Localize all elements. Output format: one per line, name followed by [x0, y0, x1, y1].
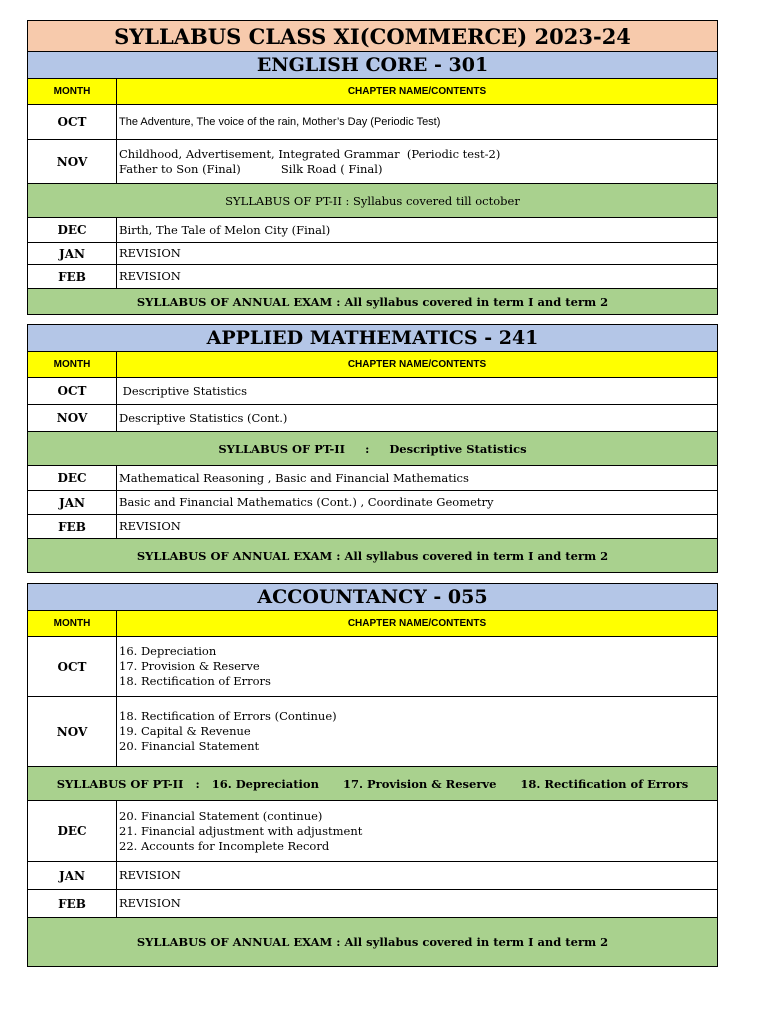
content-line: Father to Son (Final) Silk Road ( Final)	[119, 161, 383, 176]
month-cell: OCT	[28, 105, 117, 139]
content-line: 22. Accounts for Incomplete Record	[119, 838, 330, 853]
table-row	[28, 404, 717, 431]
maths-title-row	[28, 325, 717, 351]
pt2-row	[28, 183, 717, 217]
table-row	[28, 514, 717, 538]
content-cell: Mathematical Reasoning , Basic and Financial Mathematics	[119, 470, 469, 485]
pt2-row	[28, 766, 717, 800]
maths-title: APPLIED MATHEMATICS - 241	[28, 325, 717, 351]
english-title: ENGLISH CORE - 301	[28, 52, 717, 78]
table-row	[28, 139, 717, 183]
chapter-header: CHAPTER NAME/CONTENTS	[347, 618, 487, 629]
content-cell: Descriptive Statistics (Cont.)	[119, 410, 288, 425]
content-cell: Basic and Financial Mathematics (Cont.) , Coordinate Geometry	[119, 495, 494, 509]
chapter-header: CHAPTER NAME/CONTENTS	[347, 359, 487, 370]
content-line: 18. Rectification of Errors	[119, 674, 271, 688]
content-cell: REVISION	[119, 269, 181, 283]
content-cell	[117, 637, 717, 696]
content-cell	[117, 378, 717, 404]
month-cell: NOV	[28, 697, 117, 766]
accountancy-pt2-syllabus: SYLLABUS OF PT-II : 16. Depreciation 17. Provision & Reserve 18. Rectification of Errors	[28, 767, 717, 800]
chapter-header: CHAPTER NAME/CONTENTS	[347, 86, 487, 97]
accountancy-annual-syllabus: SYLLABUS OF ANNUAL EXAM : All syllabus covered in term I and term 2	[28, 918, 717, 966]
month-cell: JAN	[28, 491, 117, 514]
content-line: 20. Financial Statement (continue)	[119, 808, 323, 823]
month-cell: NOV	[28, 405, 117, 431]
table-row	[28, 377, 717, 404]
accountancy-title-row	[28, 584, 717, 610]
content-line: Childhood, Advertisement, Integrated Grammar (Periodic test-2)	[119, 146, 501, 161]
content-cell	[117, 801, 717, 861]
pt2-row	[28, 431, 717, 465]
month-cell: JAN	[28, 862, 117, 889]
month-cell: DEC	[28, 466, 117, 490]
maths-pt2-syllabus: SYLLABUS OF PT-II : Descriptive Statistics	[28, 432, 717, 465]
content-cell	[117, 105, 717, 139]
content-cell: REVISION	[119, 896, 181, 910]
maths-section	[27, 324, 718, 573]
month-cell: OCT	[28, 378, 117, 404]
english-header-row	[28, 78, 717, 104]
content-line: 21. Financial adjustment with adjustment	[119, 823, 363, 838]
table-row	[28, 861, 717, 889]
table-row	[28, 264, 717, 288]
month-cell: FEB	[28, 515, 117, 538]
main-title: SYLLABUS CLASS XI(COMMERCE) 2023-24	[28, 21, 717, 51]
main-title-row	[28, 21, 717, 51]
content-cell: REVISION	[119, 519, 181, 533]
content-cell: Birth, The Tale of Melon City (Final)	[119, 222, 331, 237]
content-cell: REVISION	[119, 868, 181, 882]
table-row	[28, 242, 717, 264]
english-pt2-syllabus: SYLLABUS OF PT-II : Syllabus covered till october	[28, 184, 717, 217]
month-header: MONTH	[28, 79, 117, 104]
table-row	[28, 490, 717, 514]
month-cell: NOV	[28, 140, 117, 183]
content-cell	[117, 697, 717, 766]
content-line: The Adventure, The voice of the rain, Mother’s Day (Periodic Test)	[119, 115, 441, 128]
content-cell: REVISION	[119, 246, 181, 260]
content-line: 20. Financial Statement	[119, 739, 260, 753]
content-cell	[117, 140, 717, 183]
month-header: MONTH	[28, 611, 117, 636]
content-line: 17. Provision & Reserve	[119, 659, 260, 673]
accountancy-header-row	[28, 610, 717, 636]
annual-row	[28, 538, 717, 572]
content-line: 16. Depreciation	[119, 644, 217, 658]
content-line: 18. Rectification of Errors (Continue)	[119, 709, 337, 723]
maths-header-row	[28, 351, 717, 377]
month-cell: DEC	[28, 218, 117, 242]
english-annual-syllabus: SYLLABUS OF ANNUAL EXAM : All syllabus covered in term I and term 2	[28, 289, 717, 314]
month-cell: FEB	[28, 265, 117, 288]
table-row	[28, 800, 717, 861]
annual-row	[28, 288, 717, 314]
annual-row	[28, 917, 717, 966]
maths-annual-syllabus: SYLLABUS OF ANNUAL EXAM : All syllabus covered in term I and term 2	[28, 539, 717, 572]
content-line: Descriptive Statistics	[119, 383, 248, 398]
month-cell: OCT	[28, 637, 117, 696]
month-cell: FEB	[28, 890, 117, 917]
table-row	[28, 465, 717, 490]
table-row	[28, 889, 717, 917]
month-header: MONTH	[28, 352, 117, 377]
table-row	[28, 104, 717, 139]
month-cell: DEC	[28, 801, 117, 861]
english-title-row	[28, 51, 717, 78]
table-row	[28, 696, 717, 766]
table-row	[28, 217, 717, 242]
accountancy-title: ACCOUNTANCY - 055	[28, 584, 717, 610]
month-cell: JAN	[28, 243, 117, 264]
table-row	[28, 636, 717, 696]
english-section	[27, 20, 718, 315]
accountancy-section	[27, 583, 718, 967]
content-line: 19. Capital & Revenue	[119, 724, 251, 738]
